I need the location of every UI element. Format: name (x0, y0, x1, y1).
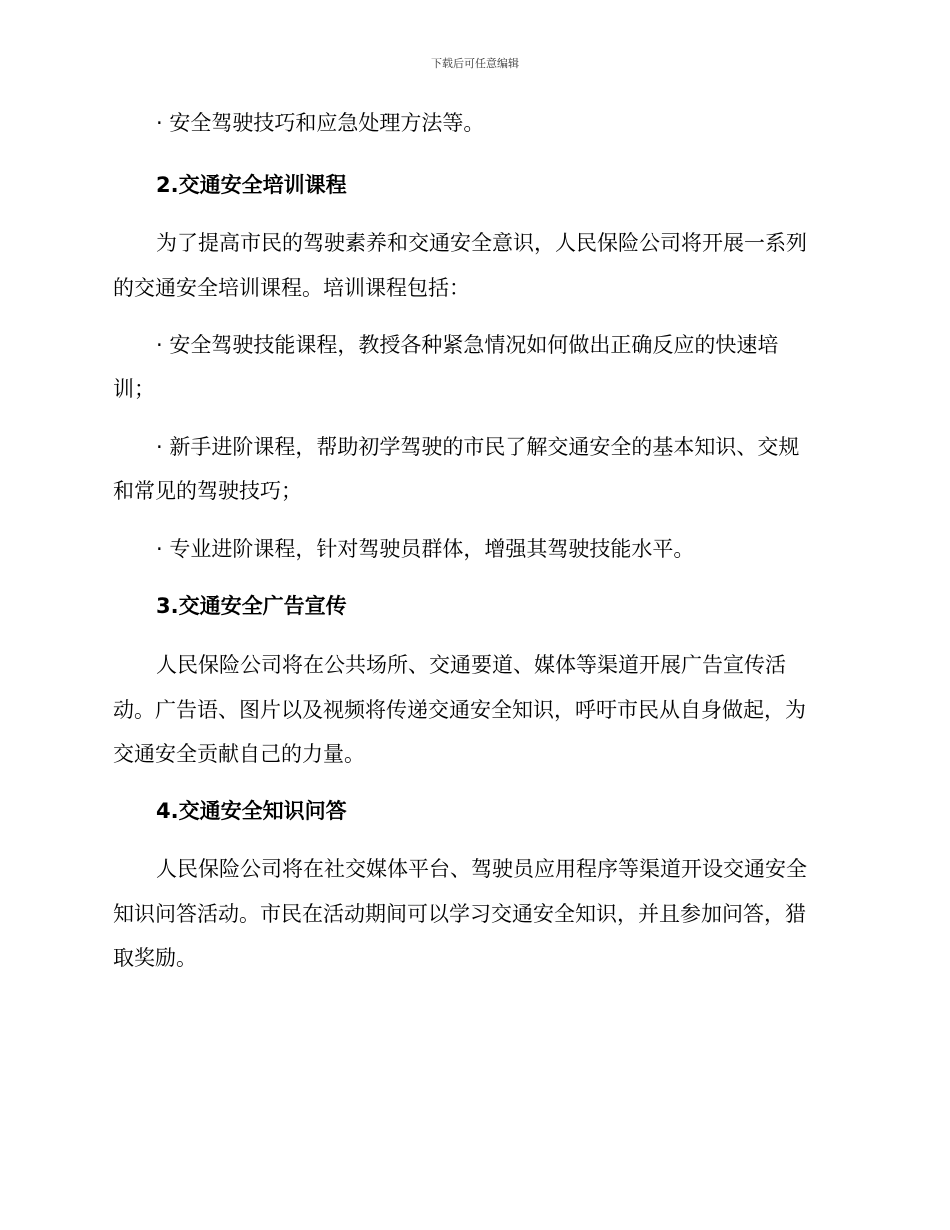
para-advertising-line-2: 动。广告语、图片以及视频将传递交通安全知识，呼吁市民从自身做起，为 (113, 698, 806, 722)
heading-advertising: 3.交通安全广告宣传 (156, 594, 347, 618)
heading-training-courses: 2.交通安全培训课程 (156, 173, 347, 197)
bullet-skills-course-line-1: · 安全驾驶技能课程，教授各种紧急情况如何做出正确反应的快速培 (156, 333, 779, 357)
para-quiz-line-2: 知识问答活动。市民在活动期间可以学习交通安全知识，并且参加问答，猎 (113, 902, 806, 926)
bullet-novice-course-line-1: · 新手进阶课程，帮助初学驾驶的市民了解交通安全的基本知识、交规 (156, 435, 800, 459)
para-advertising-line-3: 交通安全贡献自己的力量。 (113, 742, 365, 766)
bullet-advanced-course: · 专业进阶课程，针对驾驶员群体，增强其驾驶技能水平。 (156, 537, 695, 561)
para-training-line-2: 的交通安全培训课程。培训课程包括： (113, 276, 470, 300)
para-quiz-line-1: 人民保险公司将在社交媒体平台、驾驶员应用程序等渠道开设交通安全 (156, 857, 807, 881)
bullet-novice-course-line-2: 和常见的驾驶技巧； (113, 479, 302, 503)
bullet-safe-driving-tips: · 安全驾驶技巧和应急处理方法等。 (156, 111, 485, 135)
para-advertising-line-1: 人民保险公司将在公共场所、交通要道、媒体等渠道开展广告宣传活 (156, 653, 786, 677)
heading-quiz: 4.交通安全知识问答 (156, 799, 347, 823)
header-note: 下载后可任意编辑 (431, 57, 519, 70)
bullet-skills-course-line-2: 训； (113, 377, 155, 401)
para-training-line-1: 为了提高市民的驾驶素养和交通安全意识，人民保险公司将开展一系列 (156, 231, 807, 255)
para-quiz-line-3: 取奖励。 (113, 946, 197, 970)
